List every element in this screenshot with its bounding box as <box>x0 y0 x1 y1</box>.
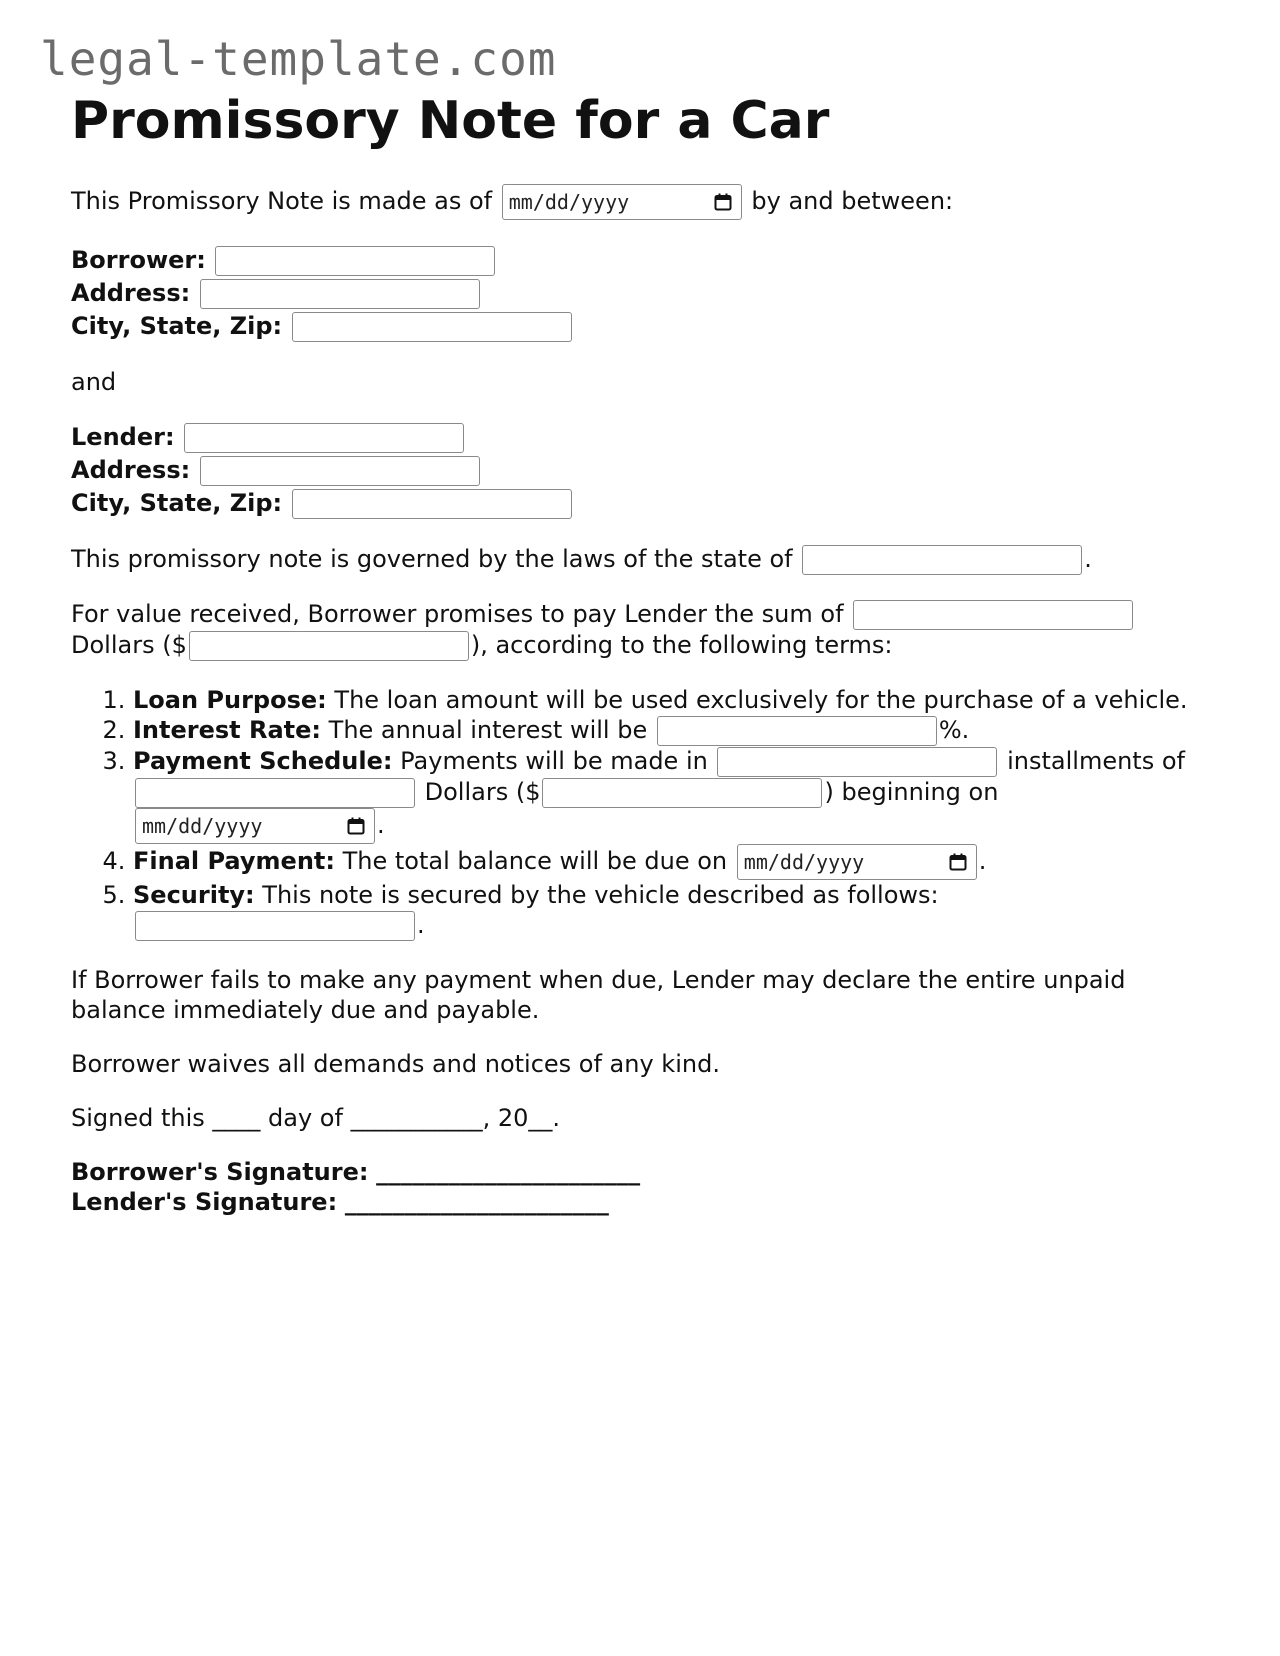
security-period: . <box>417 911 425 939</box>
lender-address-input[interactable] <box>200 456 480 486</box>
schedule-period: . <box>377 811 385 839</box>
intro-text: This Promissory Note is made as of <box>71 187 493 215</box>
payment-start-date-input[interactable] <box>135 808 375 844</box>
borrower-city-label: City, State, Zip: <box>71 312 283 340</box>
final-payment-text: The total balance will be due on <box>342 847 728 875</box>
beginning-on-text: ) beginning on <box>824 778 999 806</box>
interest-rate-percent: %. <box>938 716 970 744</box>
borrower-city-input[interactable] <box>292 312 572 342</box>
term-security <box>133 880 1191 941</box>
interest-rate-text: The annual interest will be <box>328 716 648 744</box>
borrower-name-input[interactable] <box>215 246 495 276</box>
site-watermark: legal-template.com <box>40 32 557 86</box>
calendar-icon[interactable] <box>347 817 365 835</box>
lender-signature-label: Lender's Signature: <box>71 1188 338 1216</box>
payment-schedule-label: Payment Schedule: <box>133 747 393 775</box>
vehicle-description-input[interactable] <box>135 911 415 941</box>
governing-period: . <box>1084 545 1092 573</box>
lender-address-label: Address: <box>71 456 191 484</box>
lender-city-input[interactable] <box>292 489 572 519</box>
final-payment-date-input[interactable] <box>737 844 977 880</box>
default-clause: If Borrower fails to make any payment when due, Lender may declare the entire unpaid balance immediately due and payable. <box>71 966 1126 1024</box>
term-payment-schedule <box>133 746 1191 844</box>
installments-of-text: installments of <box>1007 747 1185 775</box>
governing-text: This promissory note is governed by the laws of the state of <box>71 545 793 573</box>
note-date-input[interactable] <box>502 184 742 220</box>
borrower-label: Borrower: <box>71 246 206 274</box>
term-loan-purpose <box>133 685 1191 715</box>
date-placeholder: mm/dd/yyyy <box>142 814 263 838</box>
installment-count-input[interactable] <box>717 747 997 777</box>
intro-paragraph <box>71 184 1191 220</box>
signed-date-line: Signed this ____ day of ___________, 20__. <box>71 1104 560 1132</box>
lender-signature-line[interactable]: ______________________ <box>344 1188 609 1216</box>
sum-amount-input[interactable] <box>189 631 469 661</box>
intro-text-after: by and between: <box>751 187 954 215</box>
security-label: Security: <box>133 881 255 909</box>
borrower-signature-label: Borrower's Signature: <box>71 1158 369 1186</box>
date-placeholder: mm/dd/yyyy <box>743 850 865 874</box>
governing-state-input[interactable] <box>802 545 1082 575</box>
waiver-clause: Borrower waives all demands and notices of any kind. <box>71 1050 720 1078</box>
signature-block <box>71 1157 1191 1217</box>
loan-purpose-label: Loan Purpose: <box>133 686 327 714</box>
interest-rate-input[interactable] <box>657 716 937 746</box>
term-interest-rate <box>133 715 1191 746</box>
borrower-fields <box>71 244 1191 343</box>
term-final-payment <box>133 844 1191 880</box>
and-text: and <box>71 368 117 396</box>
terms-list <box>71 685 1191 941</box>
page-title: Promissory Note for a Car <box>71 91 830 151</box>
document-page <box>71 90 1191 1217</box>
loan-purpose-text: The loan amount will be used exclusively for the purchase of a vehicle. <box>334 686 1188 714</box>
installment-dollars-text: Dollars ($ <box>424 778 541 806</box>
lender-fields <box>71 421 1191 520</box>
installment-amount-input[interactable] <box>542 778 822 808</box>
calendar-icon[interactable] <box>714 193 732 211</box>
sum-text: For value received, Borrower promises to pay Lender the sum of <box>71 600 844 628</box>
final-payment-label: Final Payment: <box>133 847 335 875</box>
borrower-address-input[interactable] <box>200 279 480 309</box>
borrower-address-label: Address: <box>71 279 191 307</box>
sum-after-text: ), according to the following terms: <box>470 631 893 659</box>
lender-label: Lender: <box>71 423 175 451</box>
final-payment-period: . <box>978 847 987 875</box>
security-text: This note is secured by the vehicle described as follows: <box>262 881 939 909</box>
governing-law-paragraph <box>71 544 1191 575</box>
payment-schedule-text: Payments will be made in <box>400 747 708 775</box>
lender-city-label: City, State, Zip: <box>71 489 283 517</box>
lender-name-input[interactable] <box>184 423 464 453</box>
interest-rate-label: Interest Rate: <box>133 716 322 744</box>
sum-paragraph <box>71 599 1191 661</box>
calendar-icon[interactable] <box>949 853 967 871</box>
installment-words-input[interactable] <box>135 778 415 808</box>
borrower-signature-line[interactable]: ______________________ <box>376 1158 641 1186</box>
sum-words-input[interactable] <box>853 600 1133 630</box>
sum-dollars-text: Dollars ($ <box>71 631 187 659</box>
date-placeholder: mm/dd/yyyy <box>508 190 630 214</box>
